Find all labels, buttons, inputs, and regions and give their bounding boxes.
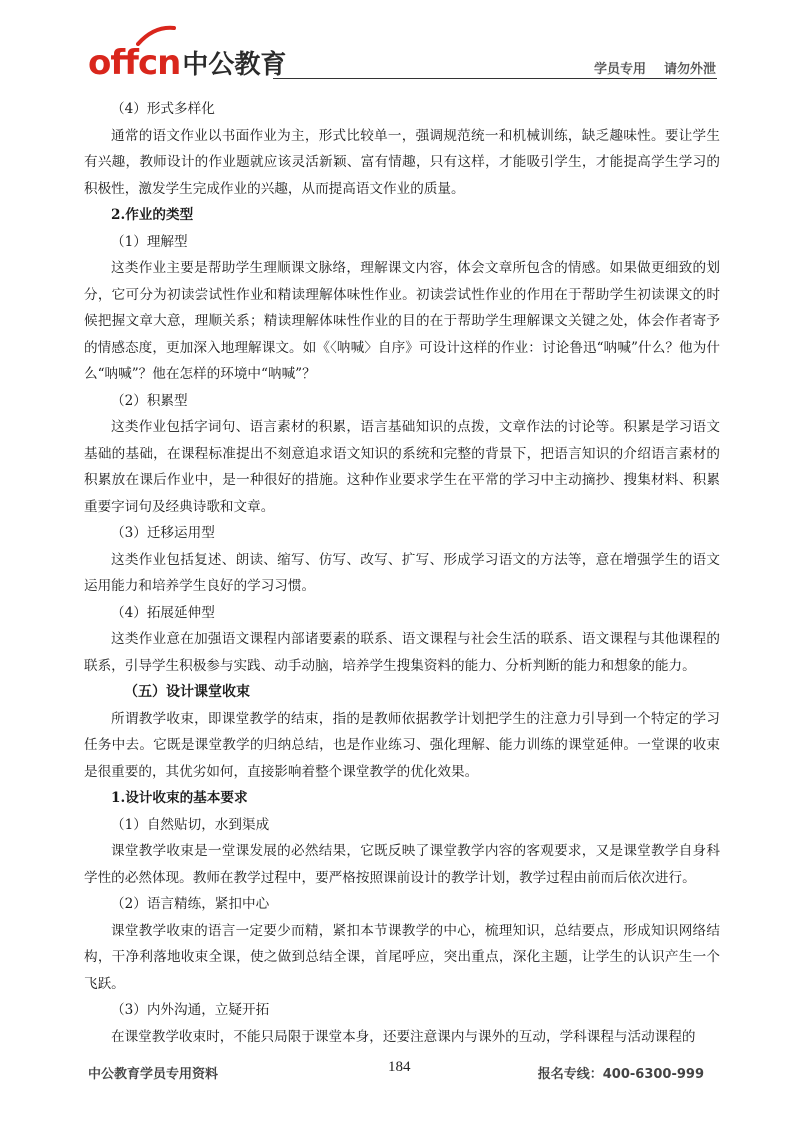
logo-chinese-name: 中公教育 [182, 50, 287, 81]
subheading: （3）迁移运用型 [111, 525, 215, 541]
subheading: （4）形式多样化 [111, 101, 215, 117]
body-paragraph: 在课堂教学收束时，不能只局限于课堂本身，还要注意课内与课外的互动，学科课程与活动课程的 [111, 1028, 696, 1045]
header-tag-confidential: 请勿外泄 [663, 62, 716, 77]
body-paragraph: 这类作业包括复述、朗读、缩写、仿写、改写、扩写、形成学习语文的方法等，意在增强学生的语文运用能力和培养学生良好的学习习惯。 [84, 551, 720, 594]
section-heading: （五）设计课堂收束 [124, 684, 250, 700]
body-paragraph: 这类作业主要是帮助学生理顺课文脉络，理解课文内容，体会文章所包含的情感。如果做更细致的划分，它可分为初读尝试性作业和精读理解体味性作业。初读尝试性作业的作用在于帮助学生初读课文的时候把握文章大意，理顺关系；精读理解体味性作业的目的在于帮助学生理解课文关键之处，体会作者寄予的情感态度，更加深入地理解课文。如《〈呐喊〉自序》可设计这样的作业：讨论鲁迅“呐喊”什么？他为什么“呐喊”？他在怎样的环境中“呐喊”？ [84, 260, 720, 382]
logo-wordmark: offcn [88, 43, 181, 83]
subheading: （2）语言精练，紧扣中心 [111, 896, 270, 912]
footer-source: 中公教育学员专用资料 [88, 1067, 219, 1082]
subheading: （1）理解型 [111, 233, 188, 250]
header-tag-students-only: 学员专用 [593, 62, 646, 77]
header-tags [576, 58, 716, 77]
subheading: （3）内外沟通，立疑开拓 [111, 1002, 270, 1018]
offcn-logo [88, 36, 287, 83]
page-number: 184 [388, 1059, 411, 1075]
subheading: （4）拓展延伸型 [111, 604, 215, 621]
document-body [84, 96, 720, 1050]
logo-swoosh-icon [136, 24, 176, 46]
subsection-heading: 1.设计收束的基本要求 [111, 790, 248, 806]
page-footer [0, 1059, 800, 1093]
footer-hotline: 报名专线：400-6300-999 [537, 1067, 704, 1082]
header-rule [273, 78, 717, 79]
page-header [0, 0, 800, 90]
body-paragraph: 所谓教学收束，即课堂教学的结束，指的是教师依据教学计划把学生的注意力引导到一个特定的学习任务中去。它既是课堂教学的归纳总结，也是作业练习、强化理解、能力训练的课堂延伸。一堂课的收束是很重要的，其优劣如何，直接影响着整个课堂教学的优化效果。 [84, 710, 720, 780]
body-paragraph: 这类作业意在加强语文课程内部诸要素的联系、语文课程与社会生活的联系、语文课程与其他课程的联系，引导学生积极参与实践、动手动脑，培养学生搜集资料的能力、分析判断的能力和想象的能力。 [84, 631, 720, 674]
body-paragraph: 这类作业包括字词句、语言素材的积累，语言基础知识的点拨，文章作法的讨论等。积累是学习语文基础的基础，在课程标准提出不刻意追求语文知识的系统和完整的背景下，把语言知识的介绍语言素材的积累放在课后作业中，是一种很好的措施。这种作业要求学生在平常的学习中主动摘抄、搜集材料、积累重要字词句及经典诗歌和文章。 [84, 419, 720, 515]
body-paragraph: 课堂教学收束是一堂课发展的必然结果，它既反映了课堂教学内容的客观要求，又是课堂教学自身科学性的必然体现。教师在教学过程中，要严格按照课前设计的教学计划，教学过程由前而后依次进行。 [84, 843, 720, 886]
body-paragraph: 课堂教学收束的语言一定要少而精，紧扣本节课教学的中心，梳理知识，总结要点，形成知识网络结构，干净利落地收束全课，使之做到总结全课，首尾呼应，突出重点，深化主题，让学生的认识产生一个飞跃。 [84, 922, 720, 992]
subsection-heading: 2.作业的类型 [111, 207, 194, 223]
subheading: （2）积累型 [111, 392, 188, 409]
body-paragraph: 通常的语文作业以书面作业为主，形式比较单一，强调规范统一和机械训练，缺乏趣味性。要让学生有兴趣，教师设计的作业题就应该灵活新颖、富有情趣，只有这样，才能吸引学生，才能提高学生学习的积极性，激发学生完成作业的兴趣，从而提高语文作业的质量。 [84, 127, 720, 197]
subheading: （1）自然贴切，水到渠成 [111, 816, 270, 833]
